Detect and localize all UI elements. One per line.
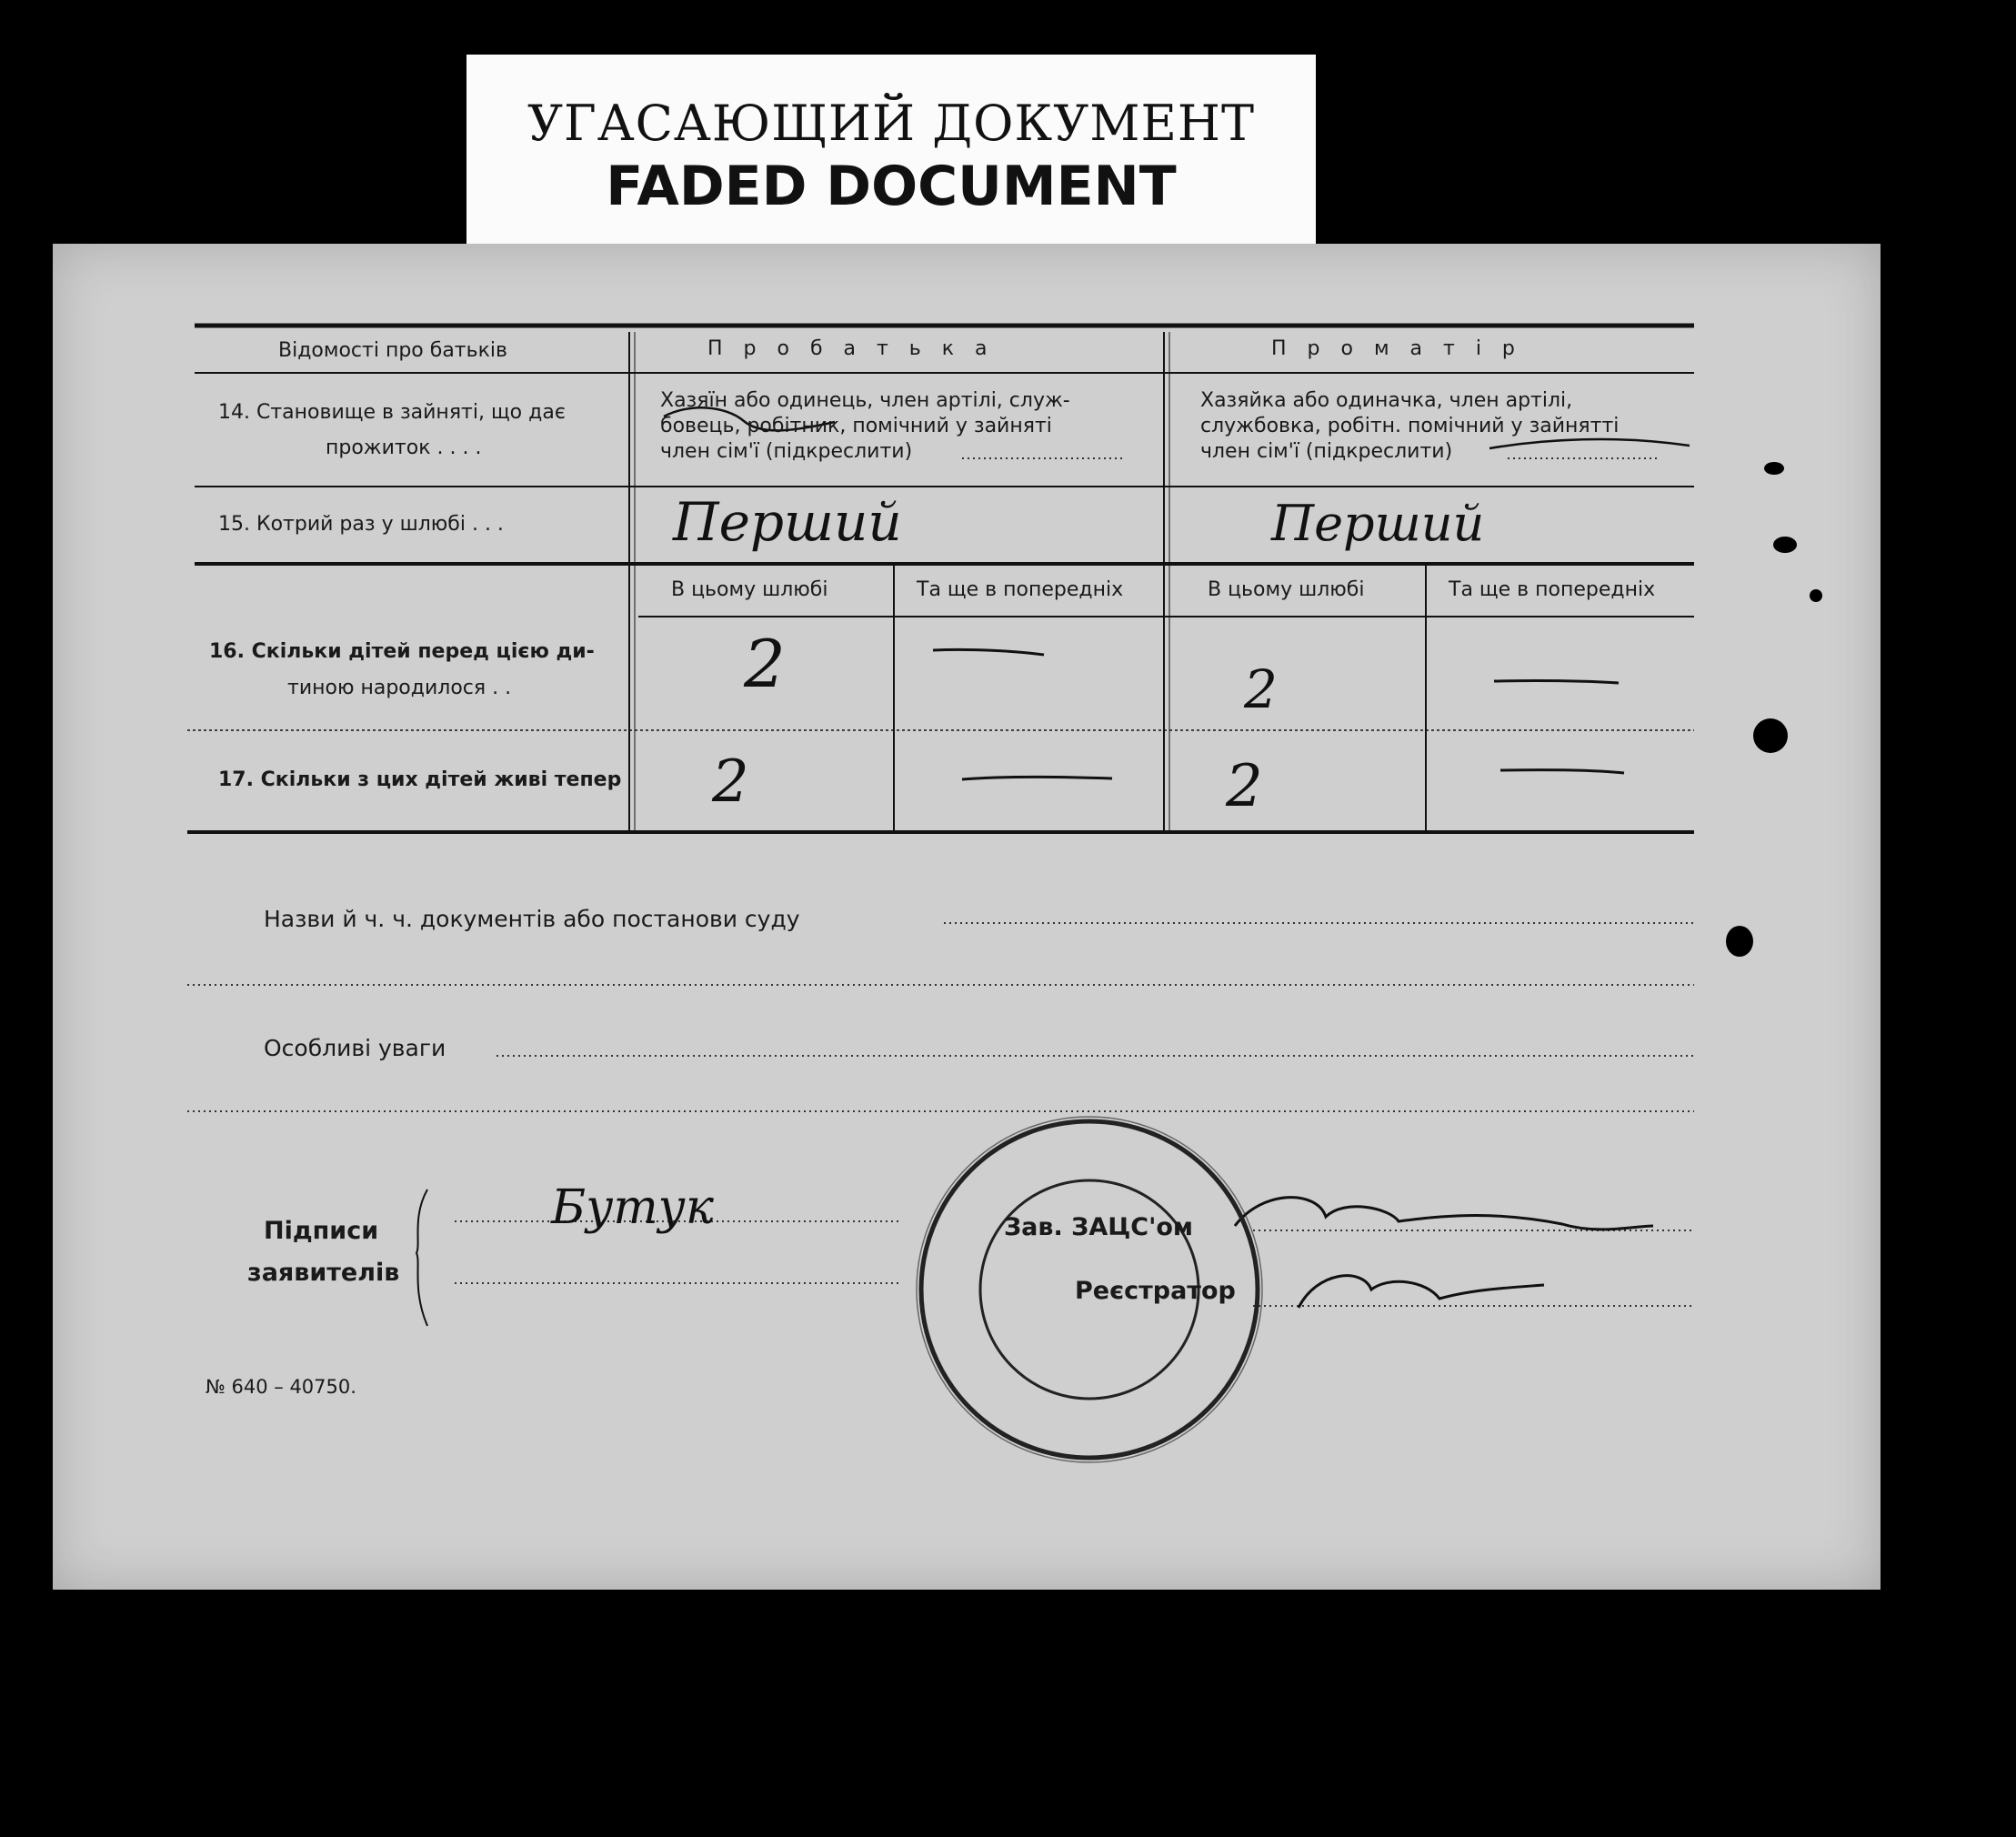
documents-label: Назви й ч. ч. документів або постанови суду [264,906,800,932]
row14-father-line3: член сім'ї (підкреслити) [660,440,913,463]
registrar-label: Реєстратор [1075,1277,1236,1305]
faded-document-label [466,55,1316,246]
header-about-mother: П р о м а т і р [1271,337,1522,360]
signatures-label-line2: заявителів [247,1259,400,1287]
subheader-mother-this-marriage: В цьому шлюбі [1208,578,1365,601]
official-signatures [1235,1198,1653,1308]
row16-label-line1: 16. Скільки дітей перед цією ди- [209,640,595,663]
signatures-label-line1: Підписи [264,1217,379,1245]
row14-mother-line1: Хазяйка або одиначка, член артілі, [1200,389,1573,412]
row17-label: 17. Скільки з цих дітей живі тепер [218,768,622,791]
row14-mother-line2: службовка, робітн. помічний у зайнятті [1200,415,1620,437]
header-about-father: П р о б а т ь к а [707,337,995,360]
row17-mother-this: 2 [1226,753,1263,820]
subheader-mother-previous: Та ще в попередніх [1449,578,1656,601]
row15-label: 15. Котрий раз у шлюбі . . . [218,513,504,536]
header-parent-info: Відомості про батьків [278,339,507,362]
edge-damage [1810,589,1822,602]
subheader-father-previous: Та ще в попередніх [917,578,1124,601]
label-russian: УГАСАЮЩИЙ ДОКУМЕНТ [527,95,1256,152]
document-sheet [53,244,1881,1590]
row17-father-this: 2 [712,748,749,816]
handwritten-dashes [933,649,1624,779]
applicant-signature: Бутук [551,1180,714,1235]
subheader-father-this-marriage: В цьому шлюбі [671,578,828,601]
edge-damage [1773,537,1797,553]
row14-label-line2: прожиток . . . . [326,437,482,459]
row15-mother-handwritten: Перший [1271,495,1485,552]
edge-damage [1764,462,1784,475]
row14-father-line1: Хазяїн або одинець, член артілі, служ- [660,389,1070,412]
row14-father-line2: бовець, робітник, помічний у зайняті [660,415,1052,437]
row16-father-this: 2 [744,626,786,702]
head-zags-label: Зав. ЗАЦС'ом [1004,1213,1193,1241]
edge-damage [1726,926,1753,957]
row14-label-line1: 14. Становище в зайняті, що дає [218,401,566,424]
form-number: № 640 – 40750. [206,1376,356,1398]
row15-father-handwritten: Перший [673,491,902,553]
row14-mother-line3: член сім'ї (підкреслити) [1200,440,1453,463]
row16-label-line2: тиною народилося . . [287,677,512,699]
remarks-label: Особливі уваги [264,1035,446,1061]
row16-mother-this: 2 [1244,658,1278,720]
punch-hole [1753,718,1788,753]
label-english: FADED DOCUMENT [606,155,1177,218]
